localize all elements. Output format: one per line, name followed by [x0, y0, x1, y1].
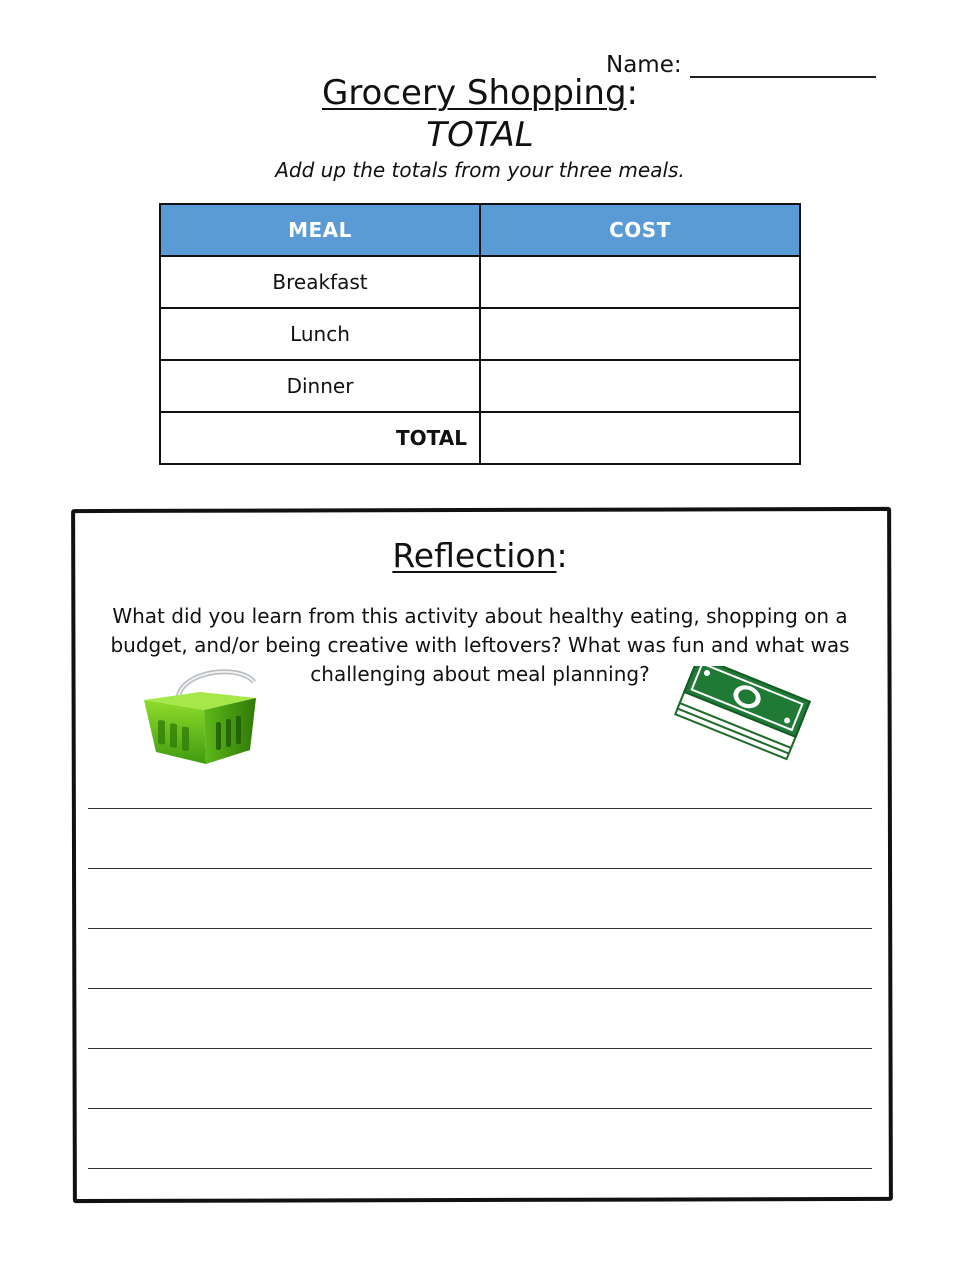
reflection-title-text: Reflection	[392, 536, 557, 575]
name-label: Name:	[606, 52, 682, 78]
shopping-basket-icon	[140, 664, 262, 768]
table-total-row	[160, 412, 800, 464]
instruction-text: Add up the totals from your three meals.	[275, 158, 685, 182]
meal-cell-dinner: Dinner	[160, 360, 480, 412]
page-title	[0, 72, 960, 114]
answer-line[interactable]	[88, 1048, 872, 1049]
meal-cell-breakfast: Breakfast	[160, 256, 480, 308]
answer-line[interactable]	[88, 808, 872, 809]
answer-line[interactable]	[88, 1108, 872, 1109]
total-label: TOTAL	[160, 412, 480, 464]
reflection-prompt: What did you learn from this activity about healthy eating, shopping on a budget, and/or being creative with leftovers? What was fun and what was challenging about meal planning?	[110, 604, 850, 686]
title-colon: :	[626, 73, 639, 113]
cost-cell-breakfast[interactable]	[480, 256, 800, 308]
cost-cell-lunch[interactable]	[480, 308, 800, 360]
meal-cell-lunch: Lunch	[160, 308, 480, 360]
answer-line[interactable]	[88, 988, 872, 989]
title-text: Grocery Shopping	[321, 73, 627, 113]
cash-stack-icon	[660, 666, 818, 762]
answer-line[interactable]	[88, 868, 872, 869]
reflection-title	[0, 536, 960, 575]
column-header-cost: COST	[480, 204, 800, 256]
table-row	[160, 360, 800, 412]
table-row	[160, 308, 800, 360]
total-cost-cell[interactable]	[480, 412, 800, 464]
answer-line[interactable]	[88, 1168, 872, 1169]
page-subtitle: TOTAL	[426, 115, 534, 155]
meal-cost-table	[159, 203, 801, 465]
column-header-meal: MEAL	[160, 204, 480, 256]
table-header-row	[160, 204, 800, 256]
reflection-title-colon: :	[556, 536, 568, 575]
answer-line[interactable]	[88, 928, 872, 929]
cost-cell-dinner[interactable]	[480, 360, 800, 412]
table-row	[160, 256, 800, 308]
